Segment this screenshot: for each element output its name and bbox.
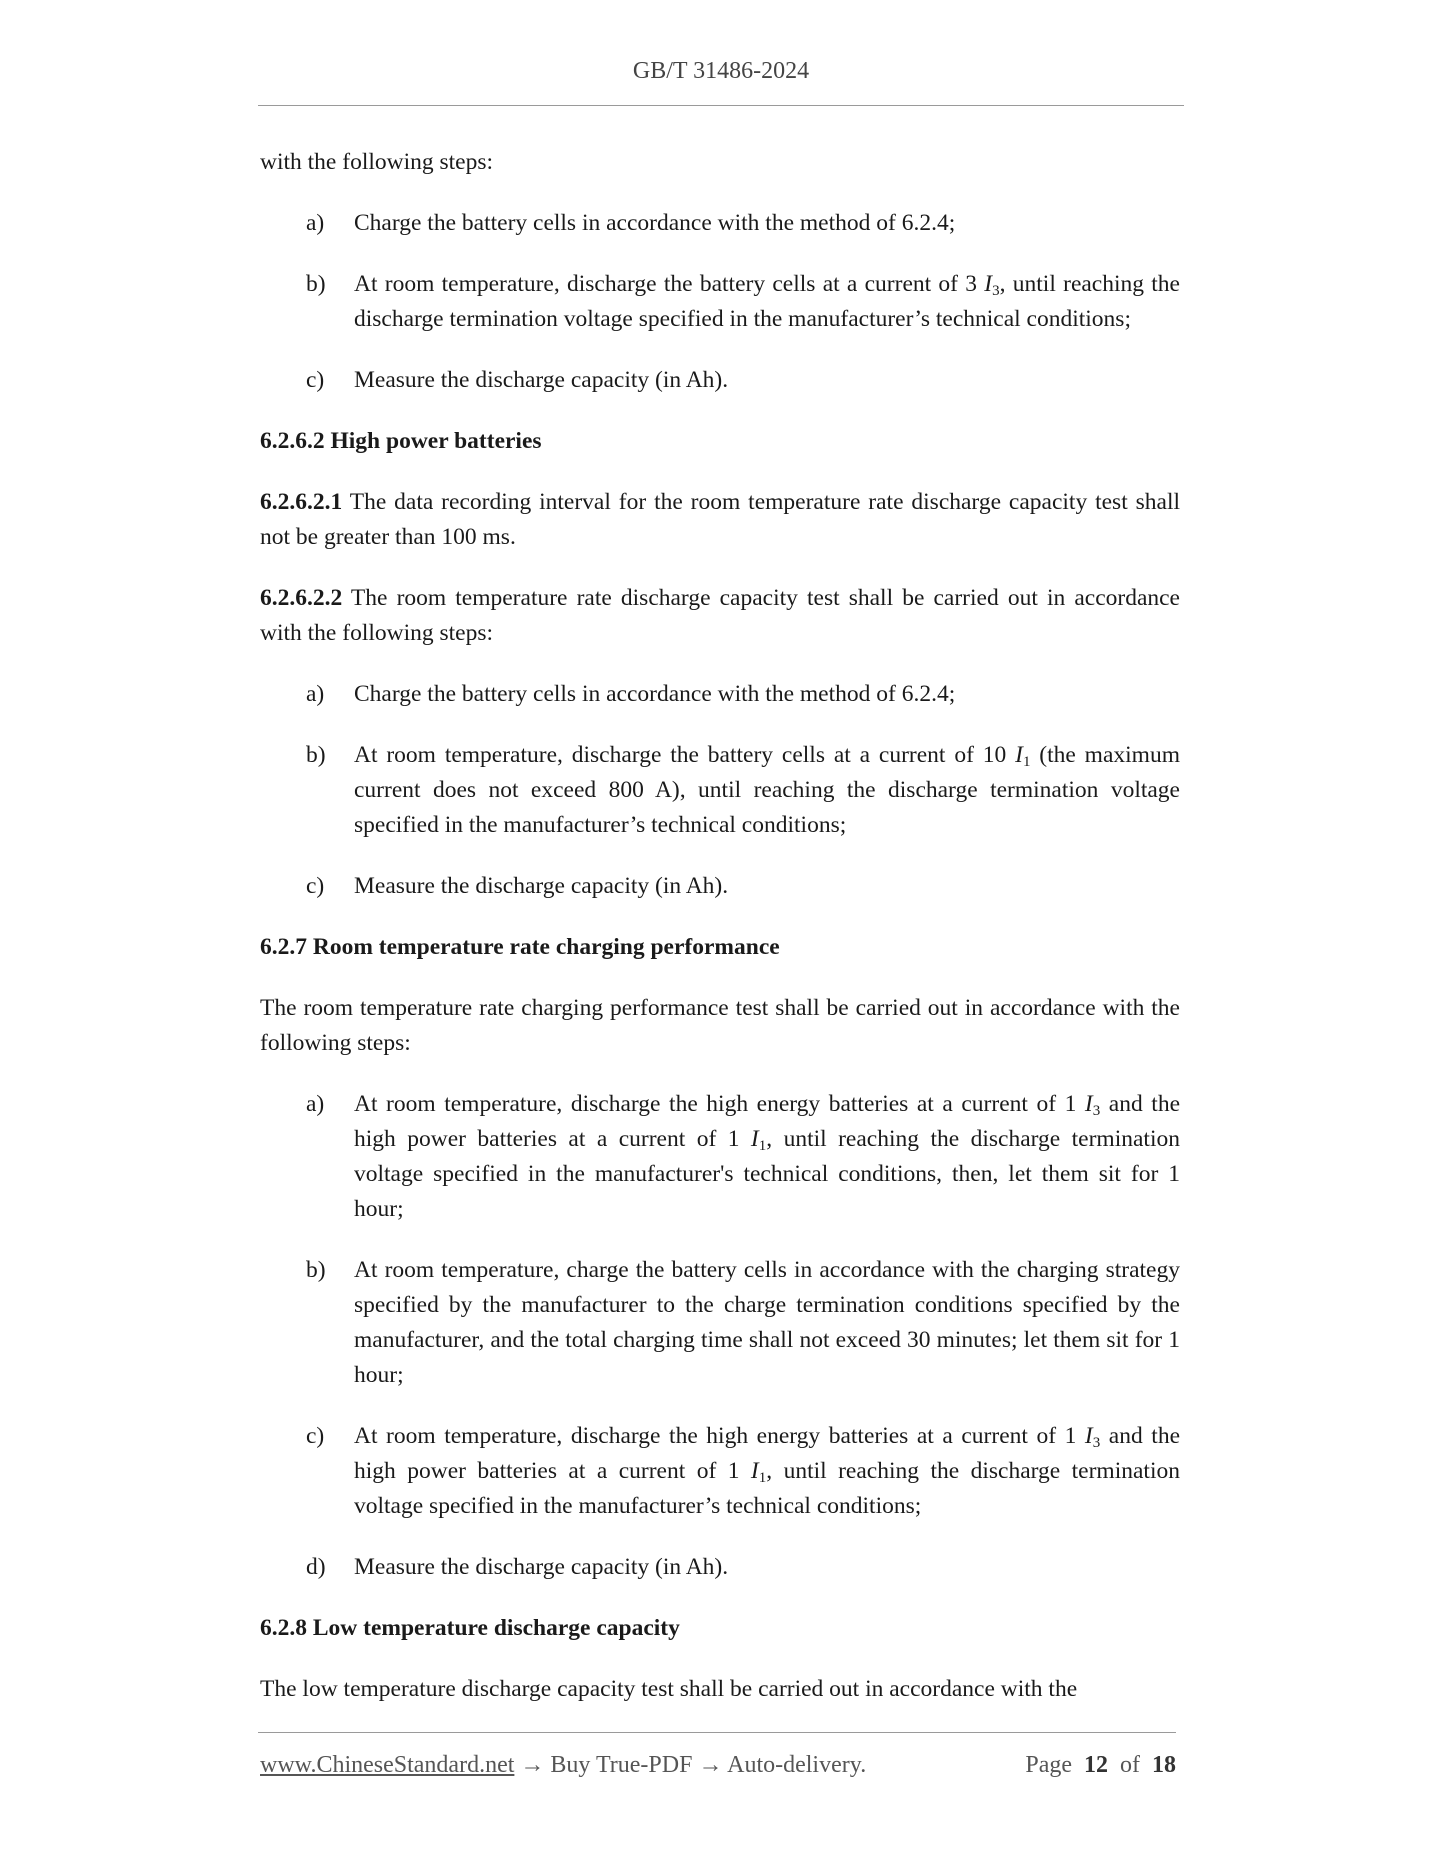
list-item — [306, 677, 1180, 712]
list-text: At room temperature, discharge the high energy batteries at a current of 1 $I_3$ and the high power batteries at a current of 1 $I_1$, until reaching the discharge termination voltage specified in the manufacturer's technical conditions, then, let them sit for 1 hour; — [354, 1091, 1181, 1222]
footer-divider — [258, 1732, 1176, 1733]
clause-6-2-6-2-2: 6.2.6.2.2 The room temperature rate discharge capacity test shall be carried out in accordance with the following steps: — [260, 585, 1180, 646]
total-page-number: 18 — [1152, 1752, 1176, 1778]
current-symbol: I — [1084, 1091, 1093, 1117]
list-item — [306, 1550, 1180, 1585]
list-item — [306, 869, 1180, 904]
list-label: c) — [306, 873, 325, 899]
current-symbol: I — [750, 1126, 759, 1152]
list-label: d) — [306, 1554, 326, 1580]
list-text: At room temperature, discharge the battery cells at a current of 3 $I_3$, until reaching the discharge termination voltage specified in the manufacturer’s technical conditions; — [354, 271, 1180, 332]
clause-6-2-6-2-1: 6.2.6.2.1 The data recording interval for the room temperature rate discharge capacity test shall not be greater than 100 ms. — [260, 489, 1180, 550]
list-text: Charge the battery cells in accordance with the method of 6.2.4; — [354, 681, 956, 707]
list-text: At room temperature, charge the battery cells in accordance with the charging strategy specified by the manufacturer to the charge termination conditions specified by the manufacturer, and the total charging time shall not exceed 30 minutes; let them sit for 1 hour; — [354, 1257, 1180, 1388]
list-label: a) — [306, 1091, 325, 1117]
website-link[interactable]: www.ChineseStandard.net — [260, 1752, 515, 1778]
list-text: Charge the battery cells in accordance with the method of 6.2.4; — [354, 210, 956, 236]
current-symbol: I — [1015, 742, 1023, 768]
list-label: a) — [306, 681, 325, 707]
list-label: c) — [306, 1423, 325, 1449]
list-label: c) — [306, 367, 325, 393]
clause-number: 6.2.6.2.2 — [260, 585, 343, 611]
list-item — [306, 206, 1180, 241]
list-item — [306, 1087, 1180, 1227]
page-footer — [260, 1752, 1176, 1779]
list-item — [306, 363, 1180, 398]
page-header: GB/T 31486-2024 — [632, 58, 810, 84]
footer-promo: www.ChineseStandard.net → Buy True-PDF → Auto-delivery. — [260, 1752, 867, 1778]
list-item — [306, 738, 1180, 843]
page-indicator: Page 12 of 18 — [1025, 1752, 1176, 1778]
clause-number: 6.2.6.2.1 — [260, 489, 343, 515]
list-text: At room temperature, discharge the high energy batteries at a current of 1 $I_3$ and the high power batteries at a current of 1 $I_1$, until reaching the discharge termination voltage specified in the manufacturer’s technical conditions; — [354, 1423, 1181, 1519]
list-text: Measure the discharge capacity (in Ah). — [354, 1554, 729, 1580]
section-heading-6-2-8: 6.2.8 Low temperature discharge capacity — [260, 1615, 680, 1641]
paragraph-6-2-7: The room temperature rate charging performance test shall be carried out in accordance with the following steps: — [260, 995, 1180, 1056]
header-divider — [258, 105, 1184, 106]
list-item — [306, 1253, 1180, 1393]
continued-paragraph: with the following steps: — [260, 149, 494, 175]
list-label: b) — [306, 742, 326, 768]
current-symbol: I — [750, 1458, 759, 1484]
list-label: a) — [306, 210, 325, 236]
section-heading-6-2-7: 6.2.7 Room temperature rate charging performance — [260, 934, 780, 960]
list-text: Measure the discharge capacity (in Ah). — [354, 367, 729, 393]
list-item — [306, 267, 1180, 337]
section-heading-6-2-6-2: 6.2.6.2 High power batteries — [260, 428, 542, 454]
list-item — [306, 1419, 1180, 1524]
list-label: b) — [306, 1257, 326, 1283]
document-body — [260, 145, 1180, 1733]
list-label: b) — [306, 271, 326, 297]
current-symbol: I — [984, 271, 993, 297]
current-symbol: I — [1084, 1423, 1093, 1449]
list-text: At room temperature, discharge the battery cells at a current of 10 $I_1$ (the maximum current does not exceed 800 A), until reaching the discharge termination voltage specified in the manufacturer’s technical conditions; — [354, 742, 1180, 838]
paragraph-6-2-8: The low temperature discharge capacity test shall be carried out in accordance with the — [260, 1676, 1078, 1702]
list-text: Measure the discharge capacity (in Ah). — [354, 873, 729, 899]
current-page-number: 12 — [1084, 1752, 1108, 1778]
